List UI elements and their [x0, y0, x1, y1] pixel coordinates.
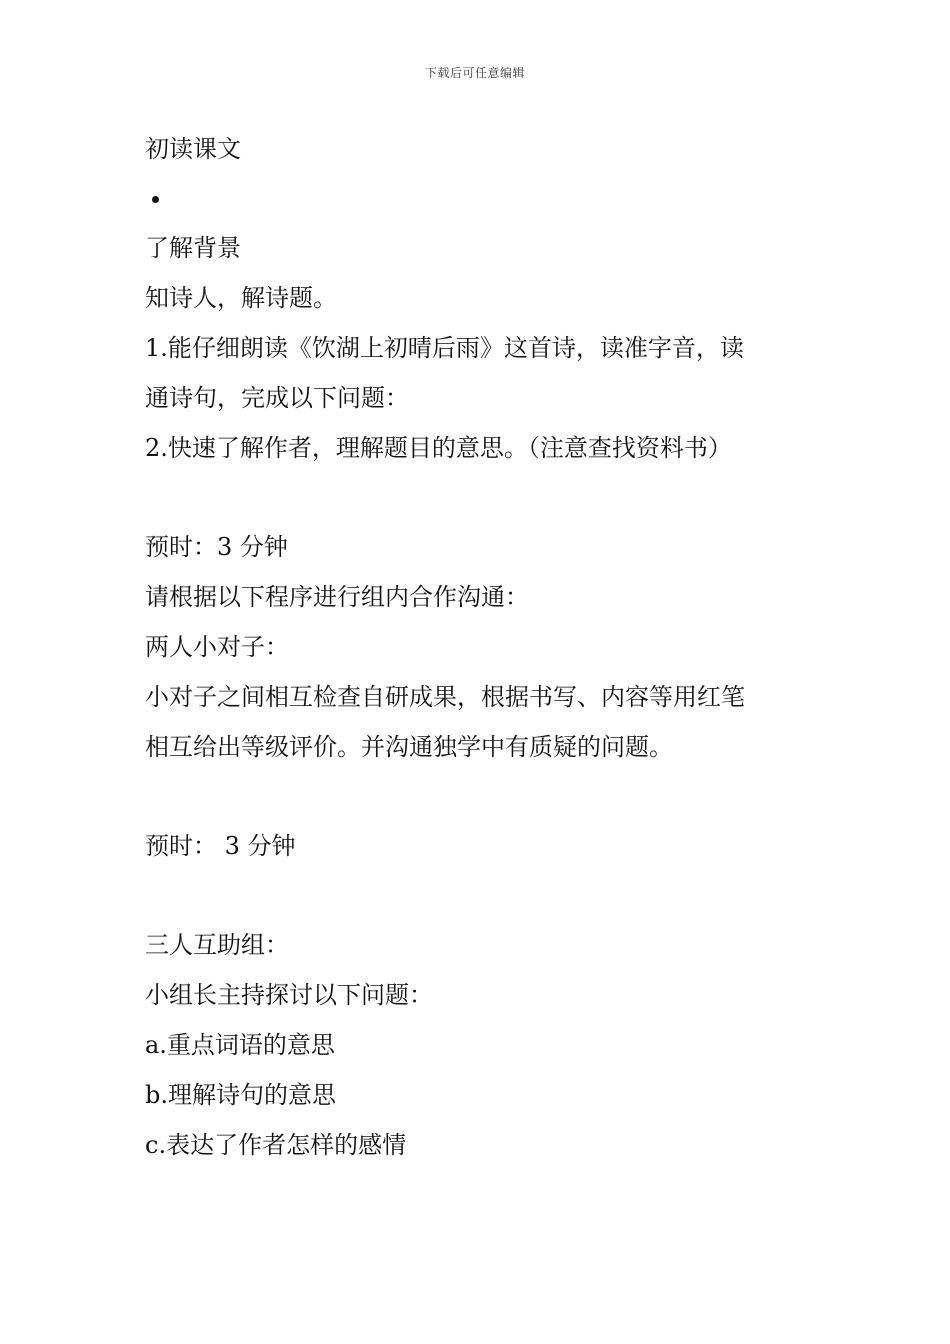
- time-estimate: 预时：3 分钟: [145, 533, 288, 561]
- task-item-2: 2.快速了解作者，理解题目的意思。（注意查找资料书）: [145, 434, 732, 462]
- text-line: 相互给出等级评价。并沟通独学中有质疑的问题。: [145, 733, 673, 761]
- list-item-c: c.表达了作者怎样的感情: [145, 1131, 407, 1159]
- section-heading-background: 了解背景: [145, 234, 241, 262]
- page-header: 下载后可任意编辑: [424, 66, 525, 80]
- list-item-a: a.重点词语的意思: [145, 1031, 335, 1059]
- task-item-1: 1.能仔细朗读《饮湖上初晴后雨》这首诗，读准字音，读: [145, 334, 744, 362]
- text-line: 知诗人，解诗题。: [145, 284, 337, 312]
- section-heading-group-of-three: 三人互助组：: [145, 931, 289, 959]
- section-heading-pairs: 两人小对子：: [145, 633, 289, 661]
- text-line: 小组长主持探讨以下问题：: [145, 981, 433, 1009]
- bullet-point: [152, 196, 159, 203]
- section-heading-initial-reading: 初读课文: [145, 135, 241, 163]
- text-line: 小对子之间相互检查自研成果，根据书写、内容等用红笔: [145, 683, 745, 711]
- time-estimate: 预时： 3 分钟: [145, 832, 296, 860]
- task-item-1-continued: 通诗句，完成以下问题：: [145, 384, 409, 412]
- text-line: 请根据以下程序进行组内合作沟通：: [145, 583, 529, 611]
- list-item-b: b.理解诗句的意思: [145, 1081, 336, 1109]
